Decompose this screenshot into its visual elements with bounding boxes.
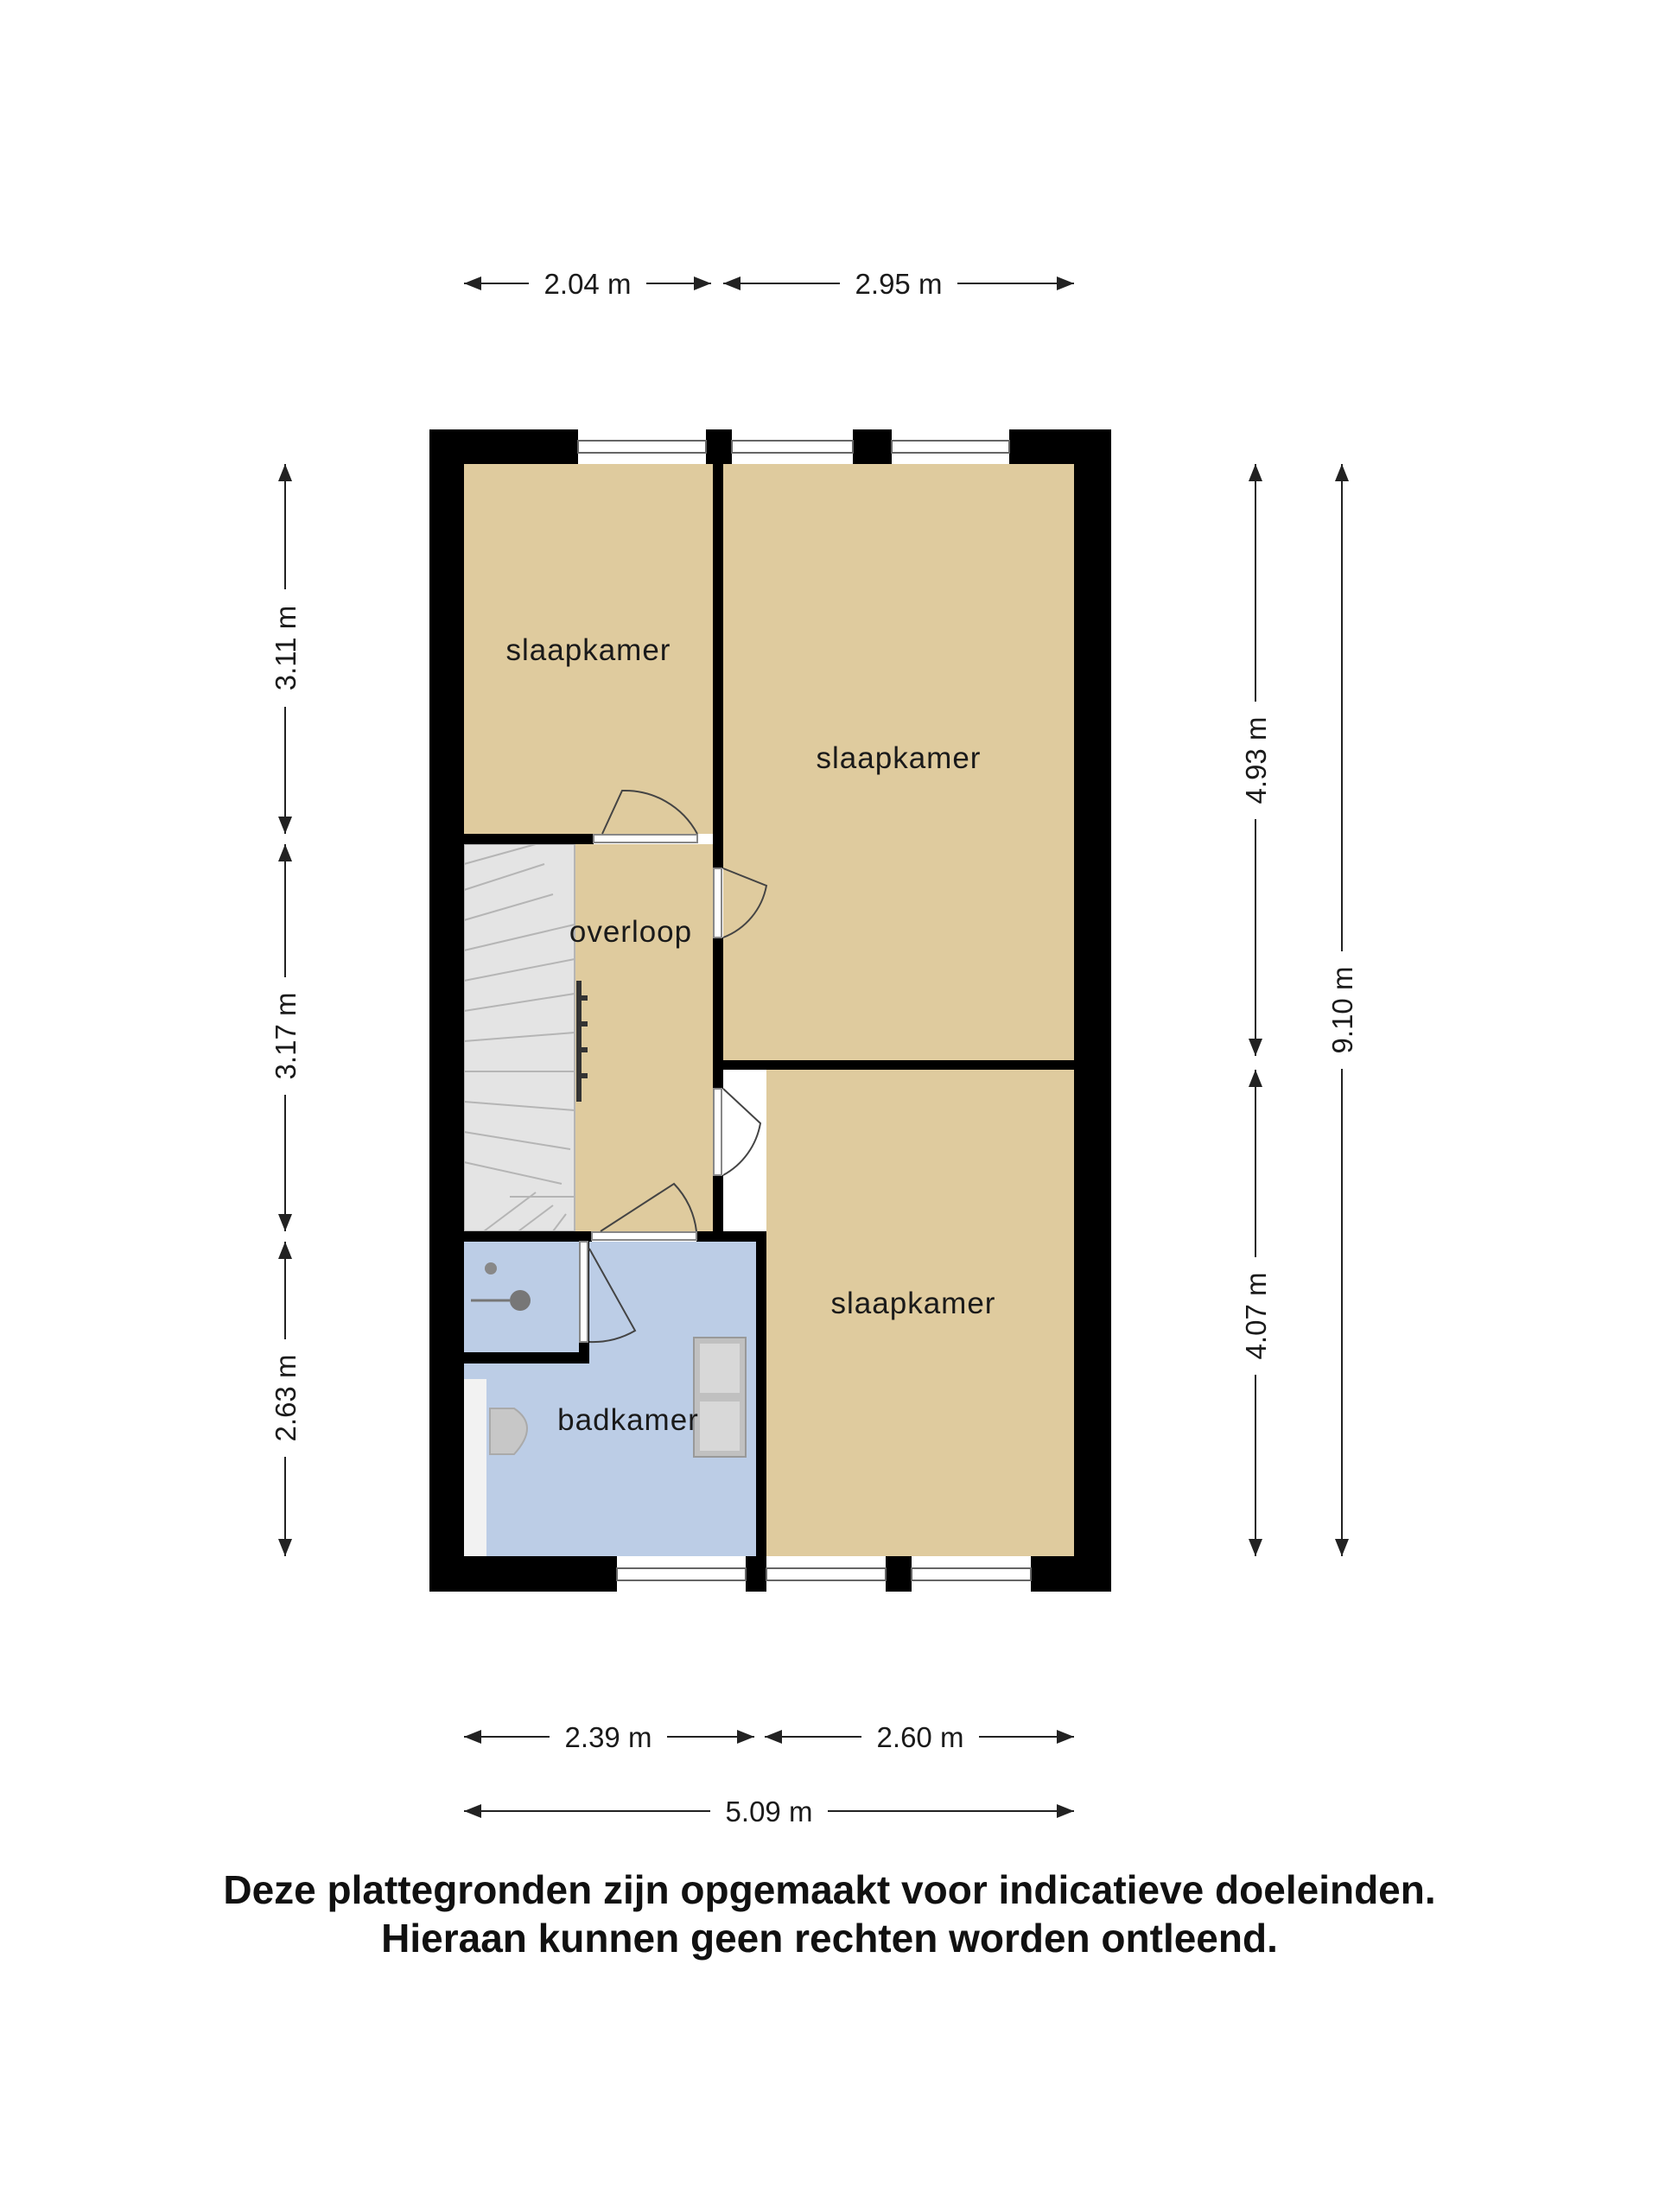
dimension-top-right bbox=[723, 268, 1074, 300]
window-bottom-3 bbox=[912, 1568, 1031, 1580]
shower-head-icon bbox=[485, 1262, 497, 1274]
svg-text:9.10 m: 9.10 m bbox=[1326, 966, 1358, 1054]
dimension-top-left bbox=[464, 268, 711, 300]
label-slaapkamer-top-right: slaapkamer bbox=[816, 741, 982, 775]
dimension-left-middle bbox=[270, 844, 302, 1231]
window-bottom-1 bbox=[617, 1568, 746, 1580]
label-overloop: overloop bbox=[569, 915, 693, 949]
dimension-left-top bbox=[270, 464, 302, 834]
dimension-bottom-right bbox=[765, 1721, 1074, 1753]
label-slaapkamer-bottom-right: slaapkamer bbox=[830, 1287, 996, 1320]
svg-text:2.63 m: 2.63 m bbox=[270, 1354, 302, 1442]
svg-text:2.39 m: 2.39 m bbox=[564, 1721, 652, 1753]
svg-text:5.09 m: 5.09 m bbox=[725, 1796, 813, 1827]
svg-text:3.17 m: 3.17 m bbox=[270, 992, 302, 1080]
staircase bbox=[464, 844, 575, 1231]
disclaimer-line-2: Hieraan kunnen geen rechten worden ontleend. bbox=[381, 1916, 1278, 1961]
dimension-right-top bbox=[1240, 464, 1272, 1056]
shower-drain-icon bbox=[510, 1290, 531, 1311]
svg-text:2.95 m: 2.95 m bbox=[855, 268, 943, 300]
svg-text:3.11 m: 3.11 m bbox=[270, 605, 302, 691]
bathtub-edge bbox=[464, 1379, 486, 1556]
svg-text:4.93 m: 4.93 m bbox=[1240, 716, 1272, 804]
dimension-bottom-left bbox=[464, 1721, 754, 1753]
label-badkamer: badkamer bbox=[557, 1403, 699, 1437]
dimension-total-width bbox=[464, 1796, 1074, 1827]
double-sink-icon bbox=[694, 1338, 746, 1457]
dimension-total-height bbox=[1326, 464, 1358, 1556]
dimension-right-bottom bbox=[1240, 1070, 1272, 1556]
window-top-2 bbox=[732, 441, 853, 453]
window-top-3 bbox=[892, 441, 1009, 453]
label-slaapkamer-top-left: slaapkamer bbox=[505, 633, 671, 667]
dimension-left-bottom bbox=[270, 1242, 302, 1556]
window-top-1 bbox=[578, 441, 706, 453]
disclaimer-line-1: Deze plattegronden zijn opgemaakt voor indicatieve doeleinden. bbox=[223, 1867, 1436, 1912]
svg-text:2.04 m: 2.04 m bbox=[543, 268, 632, 300]
svg-text:2.60 m: 2.60 m bbox=[876, 1721, 964, 1753]
svg-text:4.07 m: 4.07 m bbox=[1240, 1272, 1272, 1360]
window-bottom-2 bbox=[766, 1568, 886, 1580]
